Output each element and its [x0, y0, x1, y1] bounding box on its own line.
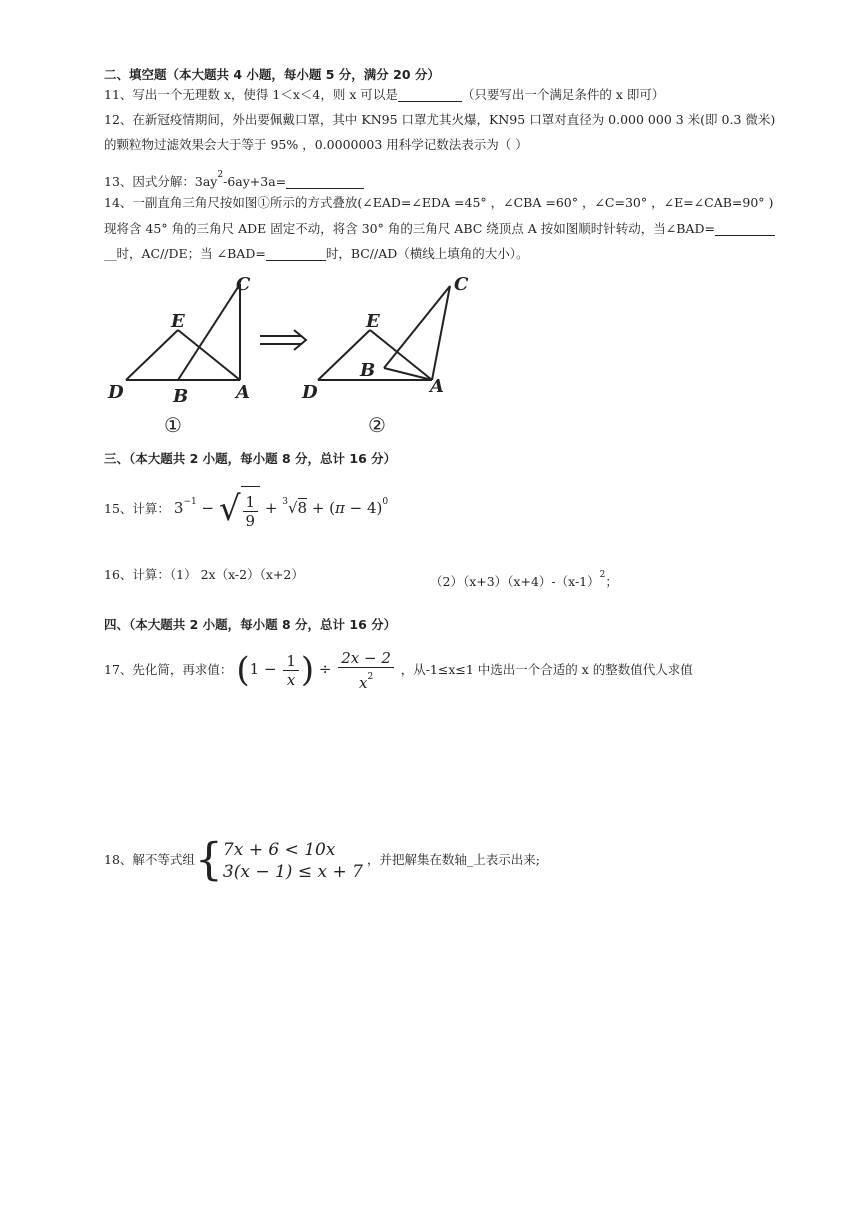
q17-div: ÷ — [318, 660, 332, 678]
fig2-label-B: B — [360, 360, 376, 381]
q15-minus: − — [201, 499, 215, 517]
q15-exp2: 0 — [382, 497, 389, 507]
q17-prefix: 17、先化简，再求值： — [104, 662, 233, 677]
section-2-heading: 二、填空题（本大题共 4 小题，每小题 5 分，满分 20 分） — [104, 67, 440, 82]
q17-f1-num: 1 — [283, 652, 299, 671]
q15-frac-den: 9 — [245, 511, 256, 530]
q17-suffix: ，从-1≤x≤1 中选出一个合适的 x 的整数值代人求值 — [400, 662, 693, 677]
q14-line3-text-b: 时，BC//AD（横线上填角的大小）。 — [325, 246, 529, 261]
q15-prefix: 15、计算： — [104, 501, 170, 516]
fig1-label-A: A — [236, 382, 250, 403]
q15-rest: − 4) — [344, 499, 383, 517]
question-15 — [104, 480, 389, 530]
q15-plus1: + — [264, 499, 278, 517]
q17-f2-den: x — [358, 673, 368, 692]
q11-answer-blank[interactable] — [398, 87, 462, 102]
fig1-number: ① — [164, 413, 182, 437]
question-14-line2 — [104, 220, 775, 238]
fig1-label-D: D — [108, 382, 124, 403]
fig2-label-A: A — [430, 376, 444, 397]
question-17 — [104, 646, 693, 692]
q15-frac-num: 1 — [243, 493, 259, 512]
q13-suffix: -6ay+3a= — [223, 174, 287, 189]
q14-line3-text-a: __时，AC//DE；当 ∠BAD= — [104, 246, 266, 261]
section-4-heading: 四、（本大题共 2 小题，每小题 8 分，总计 16 分） — [104, 617, 397, 632]
q15-exp: −1 — [183, 497, 197, 507]
q18-ineq1: 7x + 6 < 10x — [222, 839, 336, 860]
q18-ineq2: 3(x − 1) ≤ x + 7 — [222, 861, 363, 882]
section-3-heading: 三、（本大题共 2 小题，每小题 8 分，总计 16 分） — [104, 451, 397, 466]
fig2-number: ② — [368, 413, 386, 437]
fig2-label-E: E — [366, 311, 380, 332]
q14-line2-text: 现将含 45° 角的三角尺 ADE 固定不动，将含 30° 角的三角尺 ABC 绕顶点 A 按如图顺时针转动，当∠BAD= — [104, 221, 715, 236]
figure-2 — [318, 286, 450, 380]
arrow — [260, 330, 306, 350]
fig2-line-AC — [432, 286, 450, 380]
q14-answer-blank-1[interactable] — [715, 221, 775, 236]
q17-f2-sup: 2 — [367, 671, 374, 682]
fig2-line-CB — [384, 286, 450, 368]
q16-part2-text: （2）（x+3）（x+4）-（x-1） — [430, 574, 600, 589]
triangle-figures — [96, 272, 516, 442]
question-16 — [104, 566, 304, 584]
q13-sup: 2 — [217, 170, 224, 180]
q16-end: ； — [605, 574, 618, 589]
q16-part1: 16、计算：（1） 2x（x-2）（x+2） — [104, 567, 304, 582]
q17-f1-den: x — [286, 670, 296, 689]
question-16-part2 — [430, 566, 618, 591]
q17-one: 1 — [249, 660, 260, 678]
figure-1 — [126, 284, 240, 380]
q18-suffix: ，并把解集在数轴_上表示出来; — [366, 852, 540, 867]
fig1-line-CB — [178, 284, 240, 380]
fig1-label-E: E — [171, 311, 185, 332]
question-13 — [104, 166, 364, 191]
q11-note: （只要写出一个满足条件的 x 即可） — [461, 87, 665, 102]
question-12-line2: 的颗粒物过滤效果会大于等于 95% ，0.0000003 用科学记数法表示为（ ） — [104, 137, 528, 152]
q15-plus2: + ( — [311, 499, 336, 517]
question-14-line1: 14、一副直角三角尺按如图①所示的方式叠放(∠EAD=∠EDA =45° ，∠CBA =60° ，∠C=30° ，∠E=∠CAB=90° ) — [104, 195, 774, 210]
q17-f2-num: 2x − 2 — [338, 649, 394, 668]
q13-answer-blank[interactable] — [286, 174, 364, 189]
question-18: 18、解不等式组{ 7x + 6 < 10x 3(x − 1) ≤ x + 7 ，并把解集在数轴_上表示出来; — [104, 834, 540, 886]
q15-cbrt-arg: 8 — [297, 499, 308, 517]
q16-sup: 2 — [599, 570, 606, 580]
q18-system — [223, 839, 363, 883]
q14-answer-blank-2[interactable] — [266, 246, 326, 261]
fig2-label-C: C — [454, 274, 469, 295]
q15-cbrt-index: 3 — [282, 497, 288, 507]
fig1-label-B: B — [173, 386, 189, 407]
q15-pi: π — [335, 499, 345, 517]
q11-text: 11、写出一个无理数 x，使得 1＜x＜4，则 x 可以是 — [104, 87, 398, 102]
q13-prefix: 13、因式分解：3ay — [104, 174, 218, 189]
question-12-line1: 12、在新冠疫情期间，外出要佩戴口罩，其中 KN95 口罩尤其火爆，KN95 口罩对直径为 0.000 000 3 米(即 0.3 微米) — [104, 112, 776, 127]
q15-base: 3 — [173, 499, 184, 517]
fig1-line-DE — [126, 330, 178, 380]
question-14-line3 — [104, 245, 529, 263]
fig1-line-EA — [178, 330, 240, 380]
question-11 — [104, 86, 664, 104]
q15-sqrt: √ $\frac{1}{9}$ — [219, 486, 260, 532]
fig1-label-C: C — [236, 274, 251, 295]
q17-expression: (1 − $\frac{1}{x}$ ) ÷ $\frac{2x - 2}{x^2}$ — [236, 660, 400, 678]
q15-expression: $3^{-1}$ − √ $\frac{1}{9}$ + $^3√8 + (\pi - 4)^0$ — [174, 499, 388, 517]
fig2-label-D: D — [302, 382, 318, 403]
q18-prefix: 18、解不等式组 — [104, 852, 195, 867]
q17-minus: − — [259, 660, 282, 678]
